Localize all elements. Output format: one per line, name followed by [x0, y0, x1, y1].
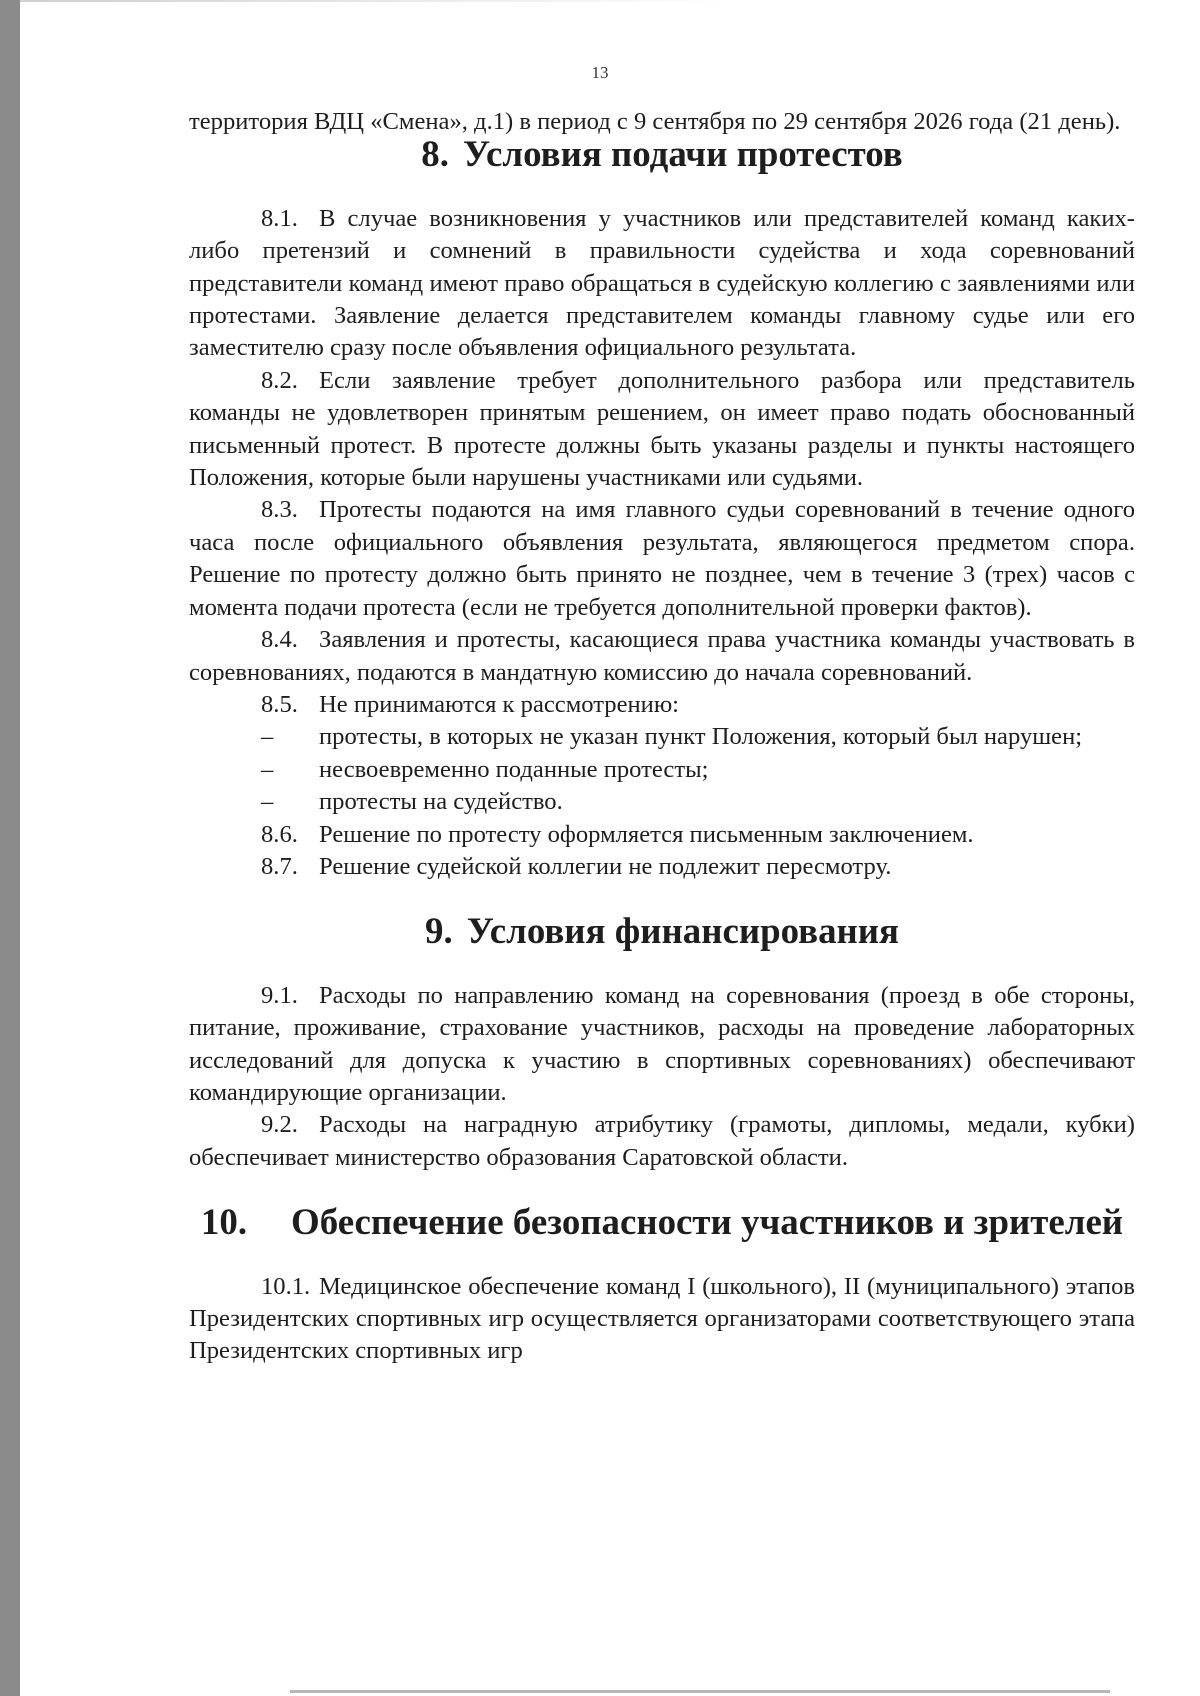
- section-8-title: Условия подачи протестов: [462, 133, 903, 175]
- list-item-text: протесты, в которых не указан пункт Положения, который был нарушен;: [319, 723, 1083, 751]
- paragraph-9-2: [189, 1109, 1135, 1174]
- paragraph-text: Решение судейской коллегии не подлежит пересмотру.: [319, 852, 892, 880]
- paragraph-number: 8.5.: [261, 690, 298, 718]
- paragraph-text: Расходы на наградную атрибутику (грамоты, дипломы, медали, кубки) обеспечивает министерство образования Саратовской области.: [189, 1111, 1135, 1171]
- paragraph-number: 8.3.: [261, 496, 298, 524]
- document-body: [189, 106, 1135, 1368]
- list-item: [189, 721, 1135, 753]
- paragraph-8-2: [189, 365, 1135, 495]
- paragraph-number: 10.1.: [261, 1272, 311, 1300]
- paragraph-8-7: [189, 851, 1135, 883]
- scan-left-margin: [0, 0, 20, 1696]
- dash-bullet: –: [261, 723, 274, 751]
- section-8-heading: [189, 133, 1135, 175]
- scan-top-edge: [20, 0, 1200, 2]
- paragraph-8-6: [189, 819, 1135, 851]
- paragraph-8-4: [189, 624, 1135, 689]
- paragraph-9-1: [189, 980, 1135, 1110]
- page-number: 13: [591, 63, 609, 82]
- paragraph-number: 9.1.: [261, 981, 298, 1009]
- paragraph-number: 8.4.: [261, 626, 298, 654]
- paragraph-text: Если заявление требует дополнительного разбора или представитель команды не удовлетворен принятым решением, он имеет право подать обоснованный письменный протест. В протесте должны быть указаны разделы и пункты настоящего Положения, которые были нарушены участниками или судьями.: [189, 366, 1135, 492]
- paragraph-text: Расходы по направлению команд на соревнования (проезд в обе стороны, питание, проживание, страхование участников, расходы на проведение лабораторных исследований для допуска к участию в спортивных соревнованиях) обеспечивают командирующие организации.: [189, 981, 1135, 1106]
- section-10-number: 10.: [200, 1201, 248, 1243]
- list-item: [189, 754, 1135, 786]
- list-item-text: несвоевременно поданные протесты;: [319, 755, 709, 783]
- section-10-heading: [189, 1201, 1135, 1243]
- intro-paragraph: территория ВДЦ «Смена», д.1) в период с 9 сентября по 29 сентября 2026 года (21 день).: [189, 108, 1121, 135]
- paragraph-text: Протесты подаются на имя главного судьи соревнований в течение одного часа после официального объявления результата, являющегося предметом спора. Решение по протесту должно быть принято не позднее, чем в течение 3 (трех) часов с момента подачи протеста (если не требуется дополнительной проверки фактов).: [189, 496, 1135, 621]
- paragraph-8-1: [189, 203, 1135, 365]
- paragraph-number: 8.7.: [261, 852, 298, 880]
- section-9-heading: [189, 910, 1135, 952]
- paragraph-number: 8.6.: [261, 820, 298, 848]
- paragraph-text: Не принимаются к рассмотрению:: [319, 690, 680, 718]
- paragraph-text: Заявления и протесты, касающиеся права участника команды участвовать в соревнованиях, подаются в мандатную комиссию до начала соревнований.: [189, 626, 1135, 686]
- section-10-title: Обеспечение безопасности участников и зрителей: [291, 1201, 1124, 1243]
- paragraph-number: 8.1.: [261, 204, 298, 232]
- paragraph-8-3: [189, 494, 1135, 624]
- section-8-number: 8.: [421, 133, 449, 175]
- paragraph-text: Медицинское обеспечение команд I (школьного), II (муниципального) этапов Президентских спортивных игр осуществляется организаторами соответствующего этапа Президентских спортивных игр: [189, 1272, 1135, 1365]
- list-item-text: протесты на судейство.: [319, 788, 563, 816]
- paragraph-number: 9.2.: [261, 1111, 298, 1139]
- section-9-title: Условия финансирования: [466, 910, 899, 952]
- dash-bullet: –: [261, 755, 274, 783]
- dash-bullet: –: [261, 788, 274, 816]
- paragraph-8-5: [189, 689, 1135, 721]
- paragraph-text: Решение по протесту оформляется письменным заключением.: [319, 820, 974, 848]
- section-9-number: 9.: [425, 910, 453, 952]
- paragraph-text: В случае возникновения у участников или представителей команд каких-либо претензий и сомнений в правильности судейства и хода соревнований представители команд имеют право обращаться в судейскую коллегию с заявлениями или протестами. Заявление делается представителем команды главному судье или его заместителю сразу после объявления официального результата.: [189, 204, 1135, 362]
- list-item: [189, 786, 1135, 818]
- scan-bottom-edge: [290, 1690, 1110, 1693]
- paragraph-number: 8.2.: [261, 366, 298, 394]
- paragraph-10-1: [189, 1271, 1135, 1368]
